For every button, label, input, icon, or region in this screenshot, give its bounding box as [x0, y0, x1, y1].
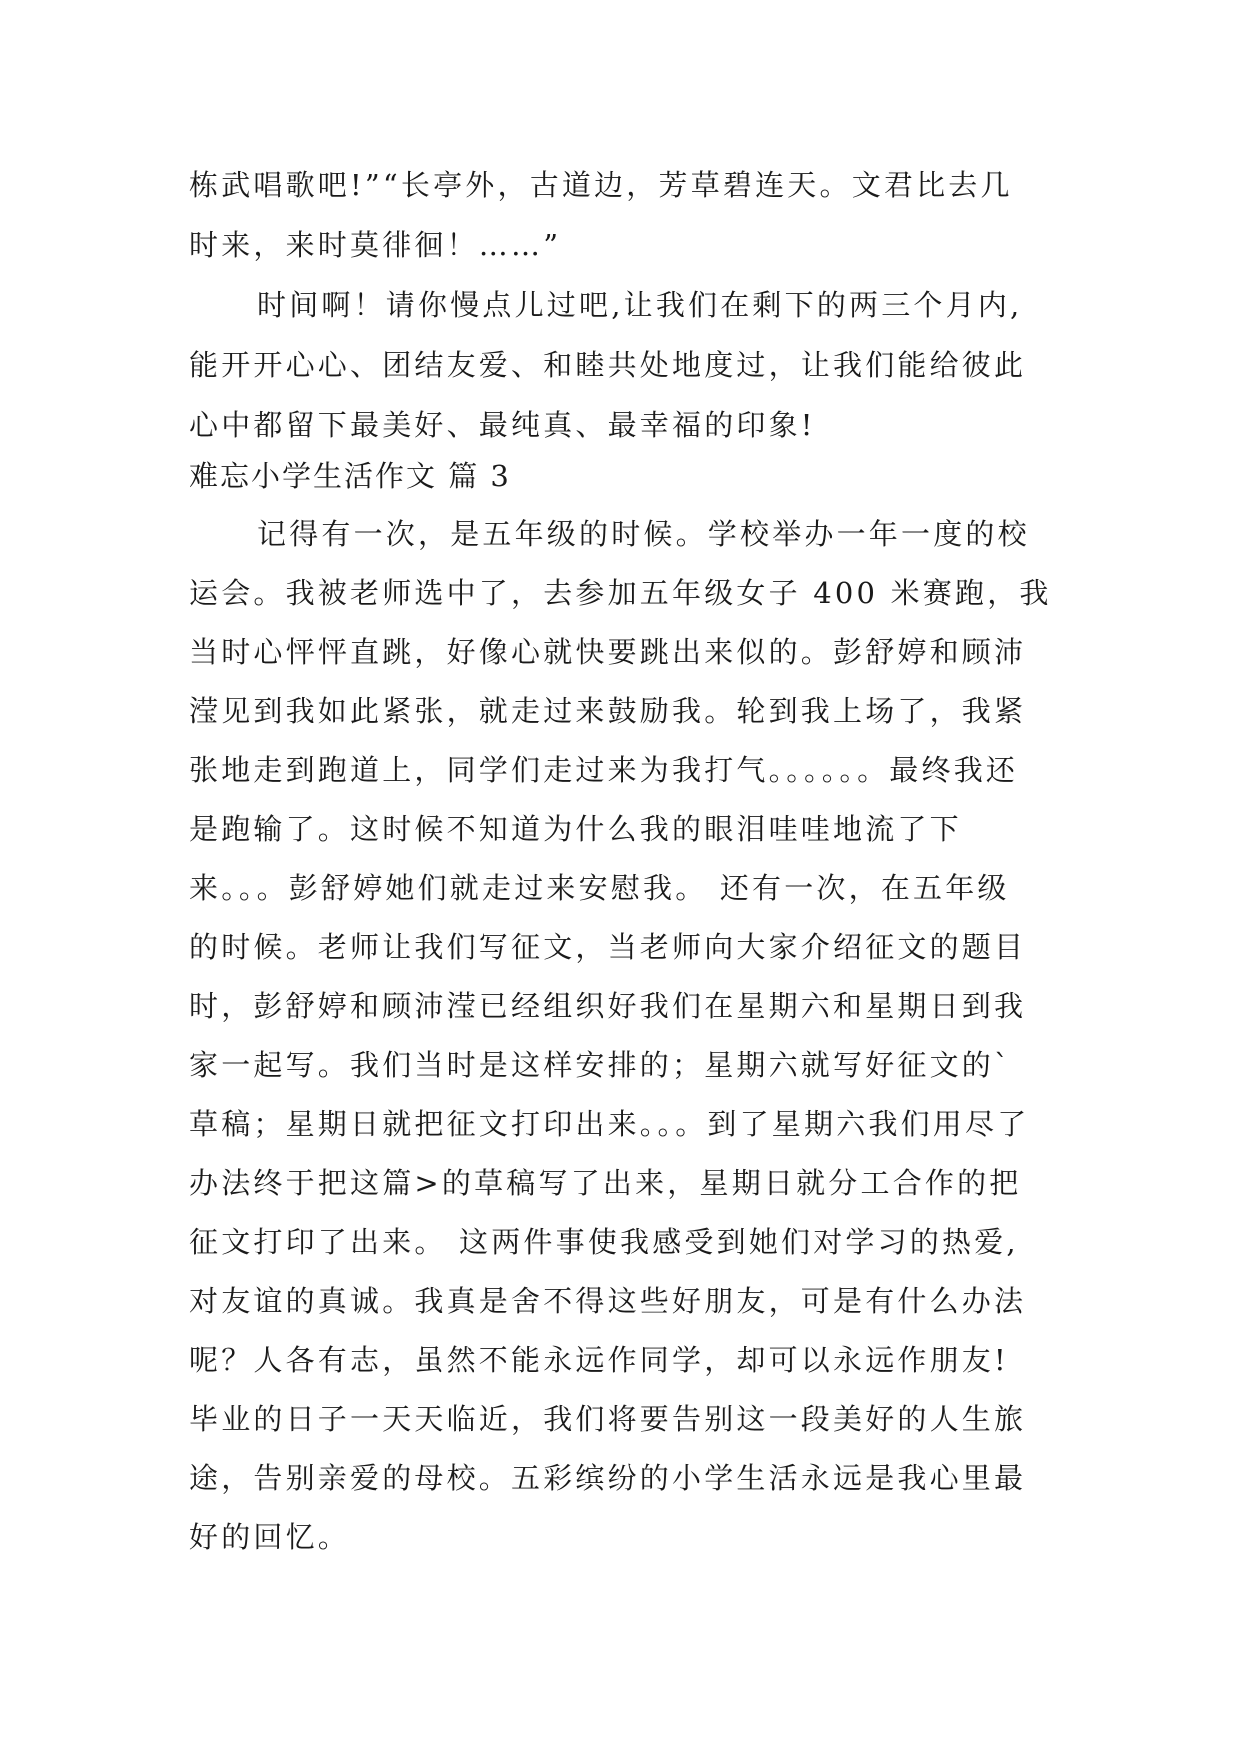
text-line: 毕业的日子一天天临近，我们将要告别这一段美好的人生旅	[189, 1402, 1027, 1436]
text-line: 记得有一次，是五年级的时候。学校举办一年一度的校	[257, 517, 1030, 551]
text-line: 办法终于把这篇>的草稿写了出来，星期日就分工合作的把	[189, 1166, 1022, 1200]
text-line: 时来，来时莫徘徊！……”	[189, 228, 562, 262]
text-line: 家一起写。我们当时是这样安排的；星期六就写好征文的`	[189, 1048, 1012, 1082]
text-line: 心中都留下最美好、最纯真、最幸福的印象!	[189, 408, 816, 442]
text-line: 时，彭舒婷和顾沛滢已经组织好我们在星期六和星期日到我	[189, 989, 1027, 1023]
text-line: 张地走到跑道上，同学们走过来为我打气。。。。。。最终我还	[189, 753, 1019, 787]
text-line: 呢？人各有志，虽然不能永远作同学，却可以永远作朋友!	[189, 1343, 1009, 1377]
text-line: 能开开心心、团结友爱、和睦共处地度过，让我们能给彼此	[189, 348, 1027, 382]
text-line: 的时候。老师让我们写征文，当老师向大家介绍征文的题目	[189, 930, 1027, 964]
text-line: 时间啊！请你慢点儿过吧,让我们在剩下的两三个月内,	[257, 288, 1023, 322]
text-line: 当时心怦怦直跳，好像心就快要跳出来似的。彭舒婷和顾沛	[189, 635, 1027, 669]
text-line: 滢见到我如此紧张，就走过来鼓励我。轮到我上场了，我紧	[189, 694, 1027, 728]
text-line: 征文打印了出来。 这两件事使我感受到她们对学习的热爱,	[189, 1225, 1019, 1259]
text-line: 草稿；星期日就把征文打印出来。。。到了星期六我们用尽了	[189, 1107, 1030, 1141]
section-heading: 难忘小学生活作文 篇 3	[189, 459, 511, 493]
text-line: 运会。我被老师选中了，去参加五年级女子 400 米赛跑，我	[189, 576, 1052, 610]
text-line: 途，告别亲爱的母校。五彩缤纷的小学生活永远是我心里最	[189, 1461, 1027, 1495]
text-line: 好的回忆。	[189, 1520, 351, 1554]
text-line: 栋武唱歌吧!”“长亭外，古道边，芳草碧连天。文君比去几	[189, 168, 1013, 202]
text-line: 是跑输了。这时候不知道为什么我的眼泪哇哇地流了下	[189, 812, 962, 846]
text-line: 来。。。彭舒婷她们就走过来安慰我。 还有一次，在五年级	[189, 871, 1010, 905]
text-line: 对友谊的真诚。我真是舍不得这些好朋友，可是有什么办法	[189, 1284, 1027, 1318]
